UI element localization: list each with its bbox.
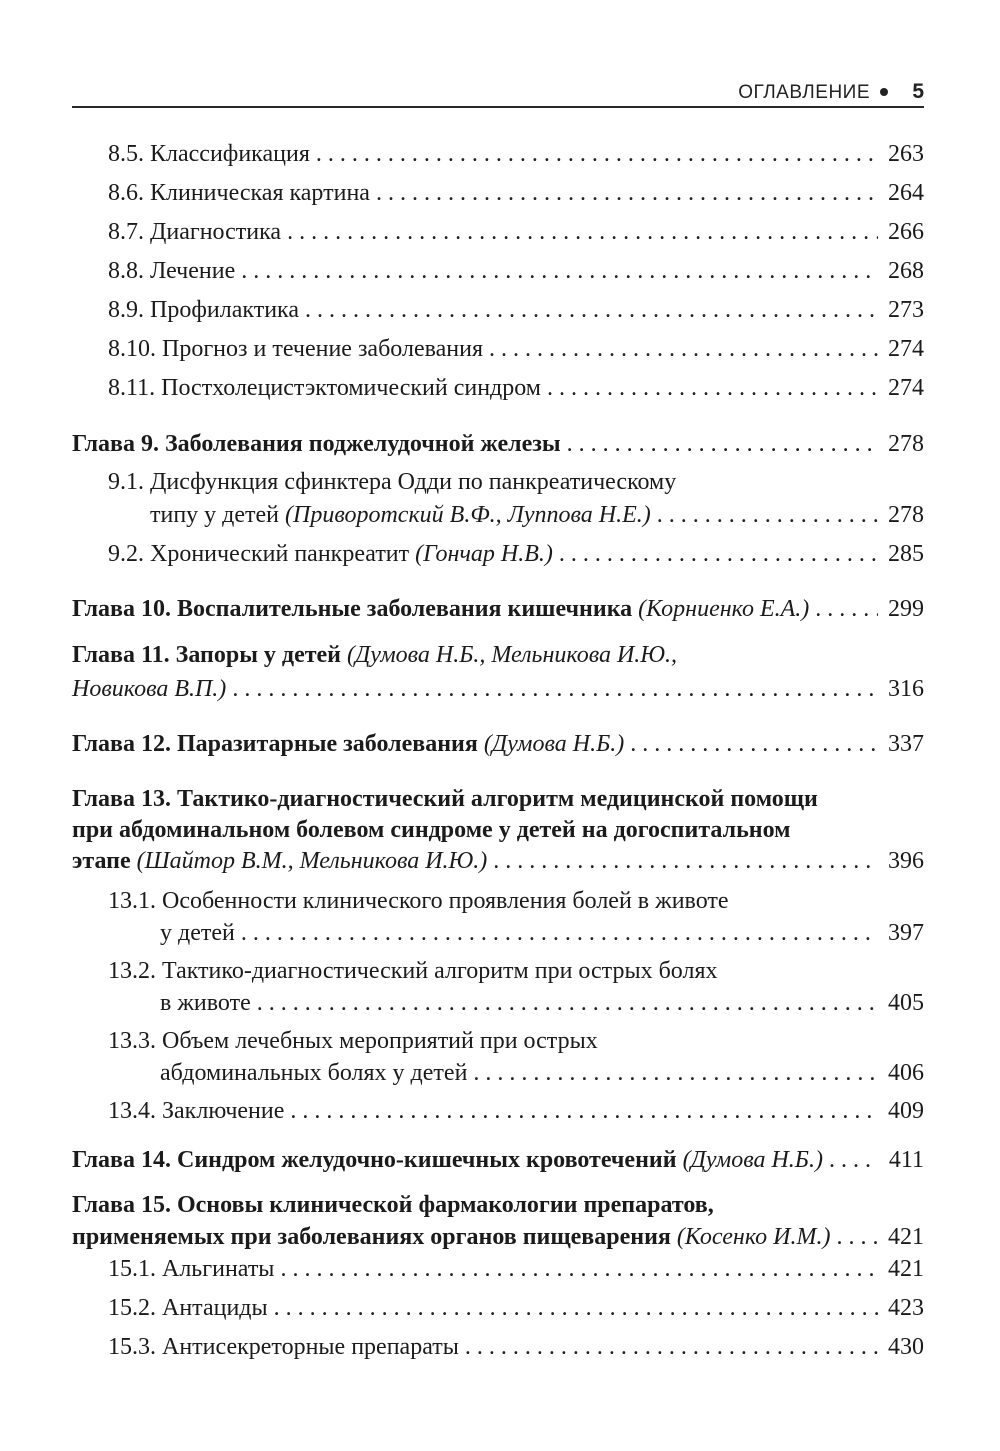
toc-label: абдоминальных болях у детей — [160, 1060, 468, 1086]
toc-label: у детей — [160, 920, 235, 946]
leader-dots — [290, 1096, 878, 1126]
chapter-title: этапе — [72, 848, 131, 874]
toc-page: 278 — [888, 431, 924, 457]
toc-authors: (Приворотский В.Ф., Луппова Н.Е.) — [285, 502, 651, 528]
toc-page: 299 — [888, 596, 924, 622]
leader-dots — [280, 1254, 878, 1284]
toc-chapter-13-line1[interactable] — [72, 784, 818, 814]
toc-label: 8.9. Профилактика — [108, 297, 299, 323]
toc-label: в животе — [160, 990, 251, 1016]
header-title: ОГЛАВЛЕНИЕ — [738, 82, 870, 103]
toc-chapter-11-line1[interactable] — [72, 640, 677, 670]
toc-page: 268 — [888, 258, 924, 284]
leader-dots — [473, 1058, 878, 1088]
chapter-title: Глава 11. Запоры у детей — [72, 642, 341, 668]
toc-label: 15.1. Альгинаты — [108, 1256, 275, 1282]
toc-entry-15-1[interactable] — [108, 1254, 924, 1284]
leader-dots — [657, 500, 878, 530]
chapter-title: Глава 13. Тактико-диагностический алгоритм медицинской помощи — [72, 786, 818, 812]
toc-entry-13-4[interactable] — [108, 1096, 924, 1126]
toc-page: 421 — [888, 1256, 924, 1282]
leader-dots — [241, 918, 878, 948]
toc-page: 405 — [888, 990, 924, 1016]
toc-label: 8.8. Лечение — [108, 258, 236, 284]
leader-dots — [232, 674, 878, 704]
toc-page: 430 — [888, 1334, 924, 1360]
toc-entry-13-2[interactable] — [160, 988, 924, 1018]
toc-chapter-14[interactable] — [72, 1145, 924, 1175]
toc-entry-8-7[interactable] — [108, 217, 924, 247]
toc-page: 397 — [888, 920, 924, 946]
toc-authors: (Шайтор В.М., Мельникова И.Ю.) — [136, 848, 488, 874]
leader-dots — [547, 373, 878, 403]
toc-label: типу у детей — [150, 502, 280, 528]
toc-entry-8-5[interactable] — [108, 139, 924, 169]
toc-entry-13-3-line1[interactable]: 13.3. Объем лечебных мероприятий при острых — [108, 1028, 598, 1054]
toc-page: 278 — [888, 502, 924, 528]
leader-dots — [489, 334, 878, 364]
leader-dots — [630, 729, 878, 759]
toc-entry-9-1-line1[interactable]: 9.1. Дисфункция сфинктера Одди по панкреатическому — [108, 469, 677, 495]
toc-authors: (Думова Н.Б., Мельникова И.Ю., — [347, 642, 678, 668]
toc-page: 337 — [888, 731, 924, 757]
toc-entry-13-1-line1[interactable]: 13.1. Особенности клинического проявления болей в животе — [108, 888, 729, 914]
leader-dots — [287, 217, 878, 247]
toc-page: 411 — [888, 1147, 924, 1173]
toc-entry-8-11[interactable] — [108, 373, 924, 403]
leader-dots — [815, 594, 878, 624]
chapter-title: Глава 14. Синдром желудочно-кишечных кровотечений — [72, 1147, 677, 1173]
bullet-icon — [880, 88, 888, 96]
toc-entry-13-2-line1[interactable]: 13.2. Тактико-диагностический алгоритм при острых болях — [108, 958, 718, 984]
leader-dots — [376, 178, 878, 208]
toc-page: 266 — [888, 219, 924, 245]
toc-label: 8.10. Прогноз и течение заболевания — [108, 336, 483, 362]
toc-entry-13-3[interactable] — [160, 1058, 924, 1088]
toc-label: 13.4. Заключение — [108, 1098, 285, 1124]
chapter-title: Глава 10. Воспалительные заболевания кишечника — [72, 596, 633, 622]
leader-dots — [305, 295, 878, 325]
leader-dots — [493, 846, 878, 876]
toc-authors: Новикова В.П.) — [72, 676, 227, 702]
leader-dots — [836, 1222, 878, 1252]
leader-dots — [559, 539, 878, 569]
chapter-title: при абдоминальном болевом синдроме у детей на догоспитальном — [72, 817, 791, 843]
toc-page: 406 — [888, 1060, 924, 1086]
toc-page: 264 — [888, 180, 924, 206]
toc-entry-15-3[interactable] — [108, 1332, 924, 1362]
toc-chapter-11[interactable] — [72, 674, 924, 704]
toc-page: 274 — [888, 375, 924, 401]
toc-entry-9-1[interactable] — [150, 500, 924, 530]
running-header — [72, 76, 924, 108]
toc-authors: (Гончар Н.В.) — [415, 541, 553, 567]
toc-page: 316 — [888, 676, 924, 702]
leader-dots — [465, 1332, 878, 1362]
toc-entry-8-10[interactable] — [108, 334, 924, 364]
toc-chapter-12[interactable] — [72, 729, 924, 759]
chapter-title: Глава 12. Паразитарные заболевания — [72, 731, 478, 757]
toc-page: 274 — [888, 336, 924, 362]
leader-dots — [829, 1145, 878, 1175]
toc-chapter-15-line1[interactable] — [72, 1190, 714, 1220]
chapter-title: Глава 15. Основы клинической фармакологии препаратов, — [72, 1192, 714, 1218]
toc-entry-8-6[interactable] — [108, 178, 924, 208]
header-page-number: 5 — [912, 80, 924, 103]
leader-dots — [274, 1293, 878, 1323]
toc-page: 423 — [888, 1295, 924, 1321]
toc-authors: (Думова Н.Б.) — [682, 1147, 823, 1173]
chapter-title: применяемых при заболеваниях органов пищеварения — [72, 1224, 671, 1250]
toc-page: 285 — [888, 541, 924, 567]
toc-entry-8-9[interactable] — [108, 295, 924, 325]
toc-page: 396 — [888, 848, 924, 874]
leader-dots — [567, 429, 878, 459]
toc-label: 8.5. Классификация — [108, 141, 310, 167]
toc-authors: (Косенко И.М.) — [676, 1224, 831, 1250]
toc-label: 15.2. Антациды — [108, 1295, 268, 1321]
toc-authors: (Думова Н.Б.) — [483, 731, 625, 757]
toc-label: 8.7. Диагностика — [108, 219, 282, 245]
toc-chapter-10[interactable] — [72, 594, 924, 624]
toc-chapter-13-line2[interactable] — [72, 815, 791, 845]
toc-label: 8.11. Постхолецистэктомический синдром — [108, 375, 541, 401]
leader-dots — [241, 256, 878, 286]
toc-page: 409 — [888, 1098, 924, 1124]
toc-chapter-13[interactable] — [72, 846, 924, 876]
toc-entry-13-1[interactable] — [160, 918, 924, 948]
toc-page: 421 — [888, 1224, 924, 1250]
toc-label: 9.2. Хронический панкреатит — [108, 541, 410, 567]
toc-label: 15.3. Антисекреторные препараты — [108, 1334, 459, 1360]
toc-authors: (Корниенко Е.А.) — [638, 596, 810, 622]
toc-entry-9-2[interactable] — [108, 539, 924, 569]
toc-chapter-9[interactable] — [72, 429, 924, 459]
toc-page: 273 — [888, 297, 924, 323]
leader-dots — [316, 139, 878, 169]
toc-entry-15-2[interactable] — [108, 1293, 924, 1323]
toc-entry-8-8[interactable] — [108, 256, 924, 286]
toc-chapter-15[interactable] — [72, 1222, 924, 1252]
leader-dots — [257, 988, 878, 1018]
chapter-title: Глава 9. Заболевания поджелудочной железы — [72, 431, 561, 457]
toc-label: 8.6. Клиническая картина — [108, 180, 370, 206]
toc-page: 263 — [888, 141, 924, 167]
